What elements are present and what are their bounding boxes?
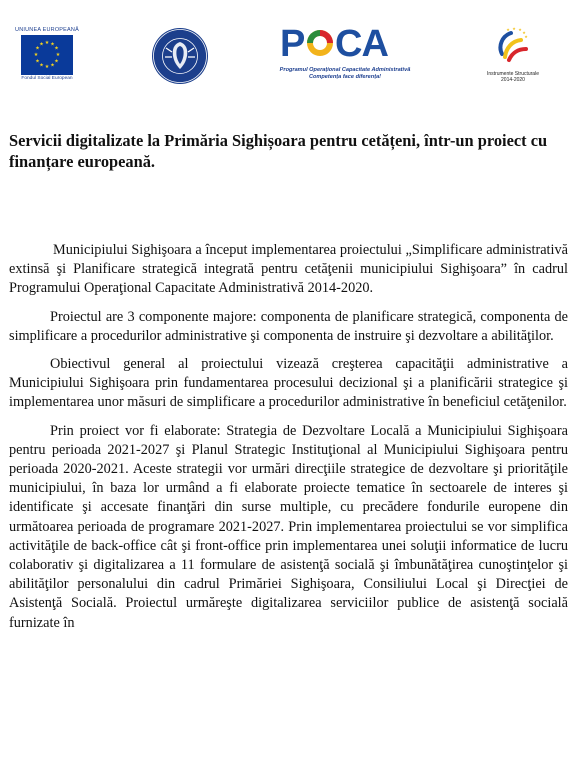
svg-text:★: ★ — [44, 40, 50, 46]
eu-stars-icon — [21, 35, 73, 75]
romanian-government-logo — [150, 26, 210, 86]
paragraph: Obiectivul general al proiectului vizează creşterea capacităţii administrative a Municipiului Sighişoara prin fundamentarea procesului decizional şi a planificării strategice şi implementarea unor măsuri de simplificare a procedurilor administrative în beneficiul cetăţenilor. — [9, 356, 568, 411]
svg-text:★: ★ — [54, 45, 59, 52]
structural-instruments-period: 2014-2020 — [501, 77, 525, 83]
svg-text:★: ★ — [44, 64, 50, 70]
svg-text:CA: CA — [335, 23, 388, 62]
structural-instruments-label: Instrumente Structurale — [487, 71, 539, 77]
eu-logo-top-text: UNIUNEA EUROPEANĂ — [15, 27, 79, 33]
paragraph: Municipiului Sighişoara a început implementarea proiectului „Simplificare administrativă extinsă şi Planificare strategică integrată pentru cetăţenii municipiului Sighişoara” în cadrul Programului Operaţional Capacitate Administrativă 2014-2020. — [9, 242, 568, 297]
government-seal-icon — [150, 26, 210, 86]
structural-instruments-logo — [478, 24, 548, 88]
svg-text:★: ★ — [33, 52, 39, 58]
structural-instruments-icon — [478, 24, 548, 66]
poca-wordmark-icon — [275, 22, 415, 62]
svg-text:P: P — [280, 23, 305, 62]
poca-program-name: Programul Operațional Capacitate Administrativă — [279, 67, 411, 73]
svg-text:★: ★ — [54, 58, 59, 65]
svg-text:★: ★ — [506, 27, 510, 32]
document-title: Servicii digitalizate la Primăria Sighișoara pentru cetățeni, într-un proiect cu finanțare europeană. — [9, 131, 548, 171]
svg-text:★: ★ — [50, 62, 55, 69]
eu-logo — [13, 27, 81, 83]
svg-text:★: ★ — [522, 30, 526, 35]
poca-logo — [275, 22, 415, 88]
poca-slogan: Competența face diferența! — [308, 74, 382, 80]
paragraph: Proiectul are 3 componente majore: componenta de planificare strategică, componenta de simplificare a procedurilor administrative şi componenta de instruire şi dezvoltare a abilităţilor. — [9, 308, 568, 344]
eu-logo-bottom-text: Fondul Social European — [21, 76, 73, 81]
logo-bar — [0, 0, 583, 100]
eu-flag-icon — [21, 35, 73, 75]
svg-text:★: ★ — [39, 41, 44, 48]
svg-text:★: ★ — [55, 52, 61, 58]
svg-text:★: ★ — [518, 27, 522, 32]
svg-text:★: ★ — [512, 26, 516, 31]
svg-text:★: ★ — [39, 62, 44, 69]
svg-text:★: ★ — [524, 34, 528, 39]
document-body — [9, 241, 568, 642]
svg-text:★: ★ — [35, 45, 40, 52]
svg-text:★: ★ — [50, 41, 55, 48]
paragraph: Prin proiect vor fi elaborate: Strategia de Dezvoltare Locală a Municipiului Sighişoara pentru perioada 2021-2027 şi Planul Strategic Instituţional al Municipiului Sighişoara pentru perioada 2020-2021. Aceste strategii vor urmări direcţiile strategice de dezvoltare şi priorităţile municipiului, în baza lor urmând a fi elaborate proiecte tematice în sectoarele de interes şi identificate şi accesate finanţări din surse multiple, cu precădere fondurile europene din următoarea perioada de programare 2021-2027. Prin implementarea proiectului se vor simplifica activităţile de back-office cât şi front-office prin implementarea unei soluţii informatice de lucru colaborativ şi digitalizarea a 11 formulare de asistenţă socială şi îmbunătăţirea cunoştinţelor şi abilităţilor personalului din cadrul Primăriei Sighişoara, Consiliului Local şi Direcţiei de Asistenţă Socială. Proiectul urmăreşte digitalizarea serviciilor publice de asistenţă socială furnizate în — [9, 422, 568, 631]
svg-text:★: ★ — [35, 58, 40, 65]
